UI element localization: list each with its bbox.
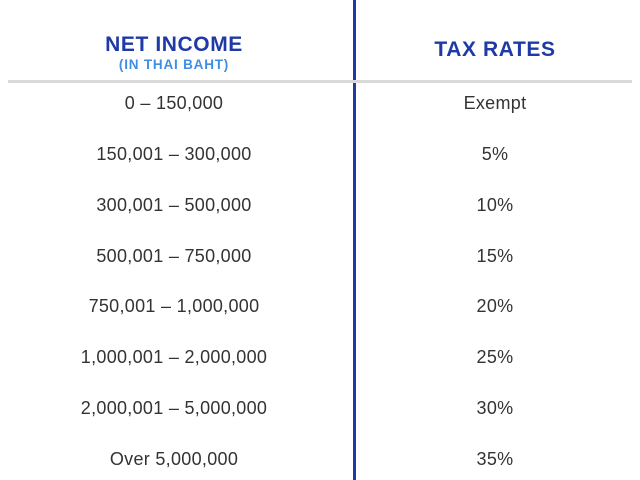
rate-cell: 25% (476, 347, 514, 367)
rate-column-title: TAX RATES (434, 38, 556, 61)
table-row (0, 139, 640, 169)
table-row (0, 393, 640, 423)
table-row (0, 88, 640, 118)
table-row (0, 444, 640, 474)
income-cell: 150,001 – 300,000 (96, 144, 252, 164)
income-cell: 2,000,001 – 5,000,000 (80, 398, 268, 418)
income-column-header (0, 33, 348, 73)
income-cell: 300,001 – 500,000 (96, 195, 252, 215)
income-column-subtitle: (IN THAI BAHT) (118, 57, 230, 72)
table-row (0, 241, 640, 271)
header-divider (8, 80, 632, 83)
rate-cell: 20% (476, 296, 514, 316)
rate-cell: 10% (476, 195, 514, 215)
table-row (0, 190, 640, 220)
rate-cell: 30% (476, 398, 514, 418)
table-row (0, 342, 640, 372)
income-cell: 1,000,001 – 2,000,000 (80, 347, 268, 367)
income-column-title: NET INCOME (105, 33, 243, 56)
rate-cell: 35% (476, 449, 514, 469)
rate-cell: 5% (481, 144, 509, 164)
rate-cell: 15% (476, 246, 514, 266)
income-cell: Over 5,000,000 (109, 449, 239, 469)
income-cell: 500,001 – 750,000 (96, 246, 252, 266)
table-row (0, 291, 640, 321)
income-cell: 750,001 – 1,000,000 (88, 296, 260, 316)
income-cell: 0 – 150,000 (124, 93, 224, 113)
rate-cell: Exempt (463, 93, 527, 113)
